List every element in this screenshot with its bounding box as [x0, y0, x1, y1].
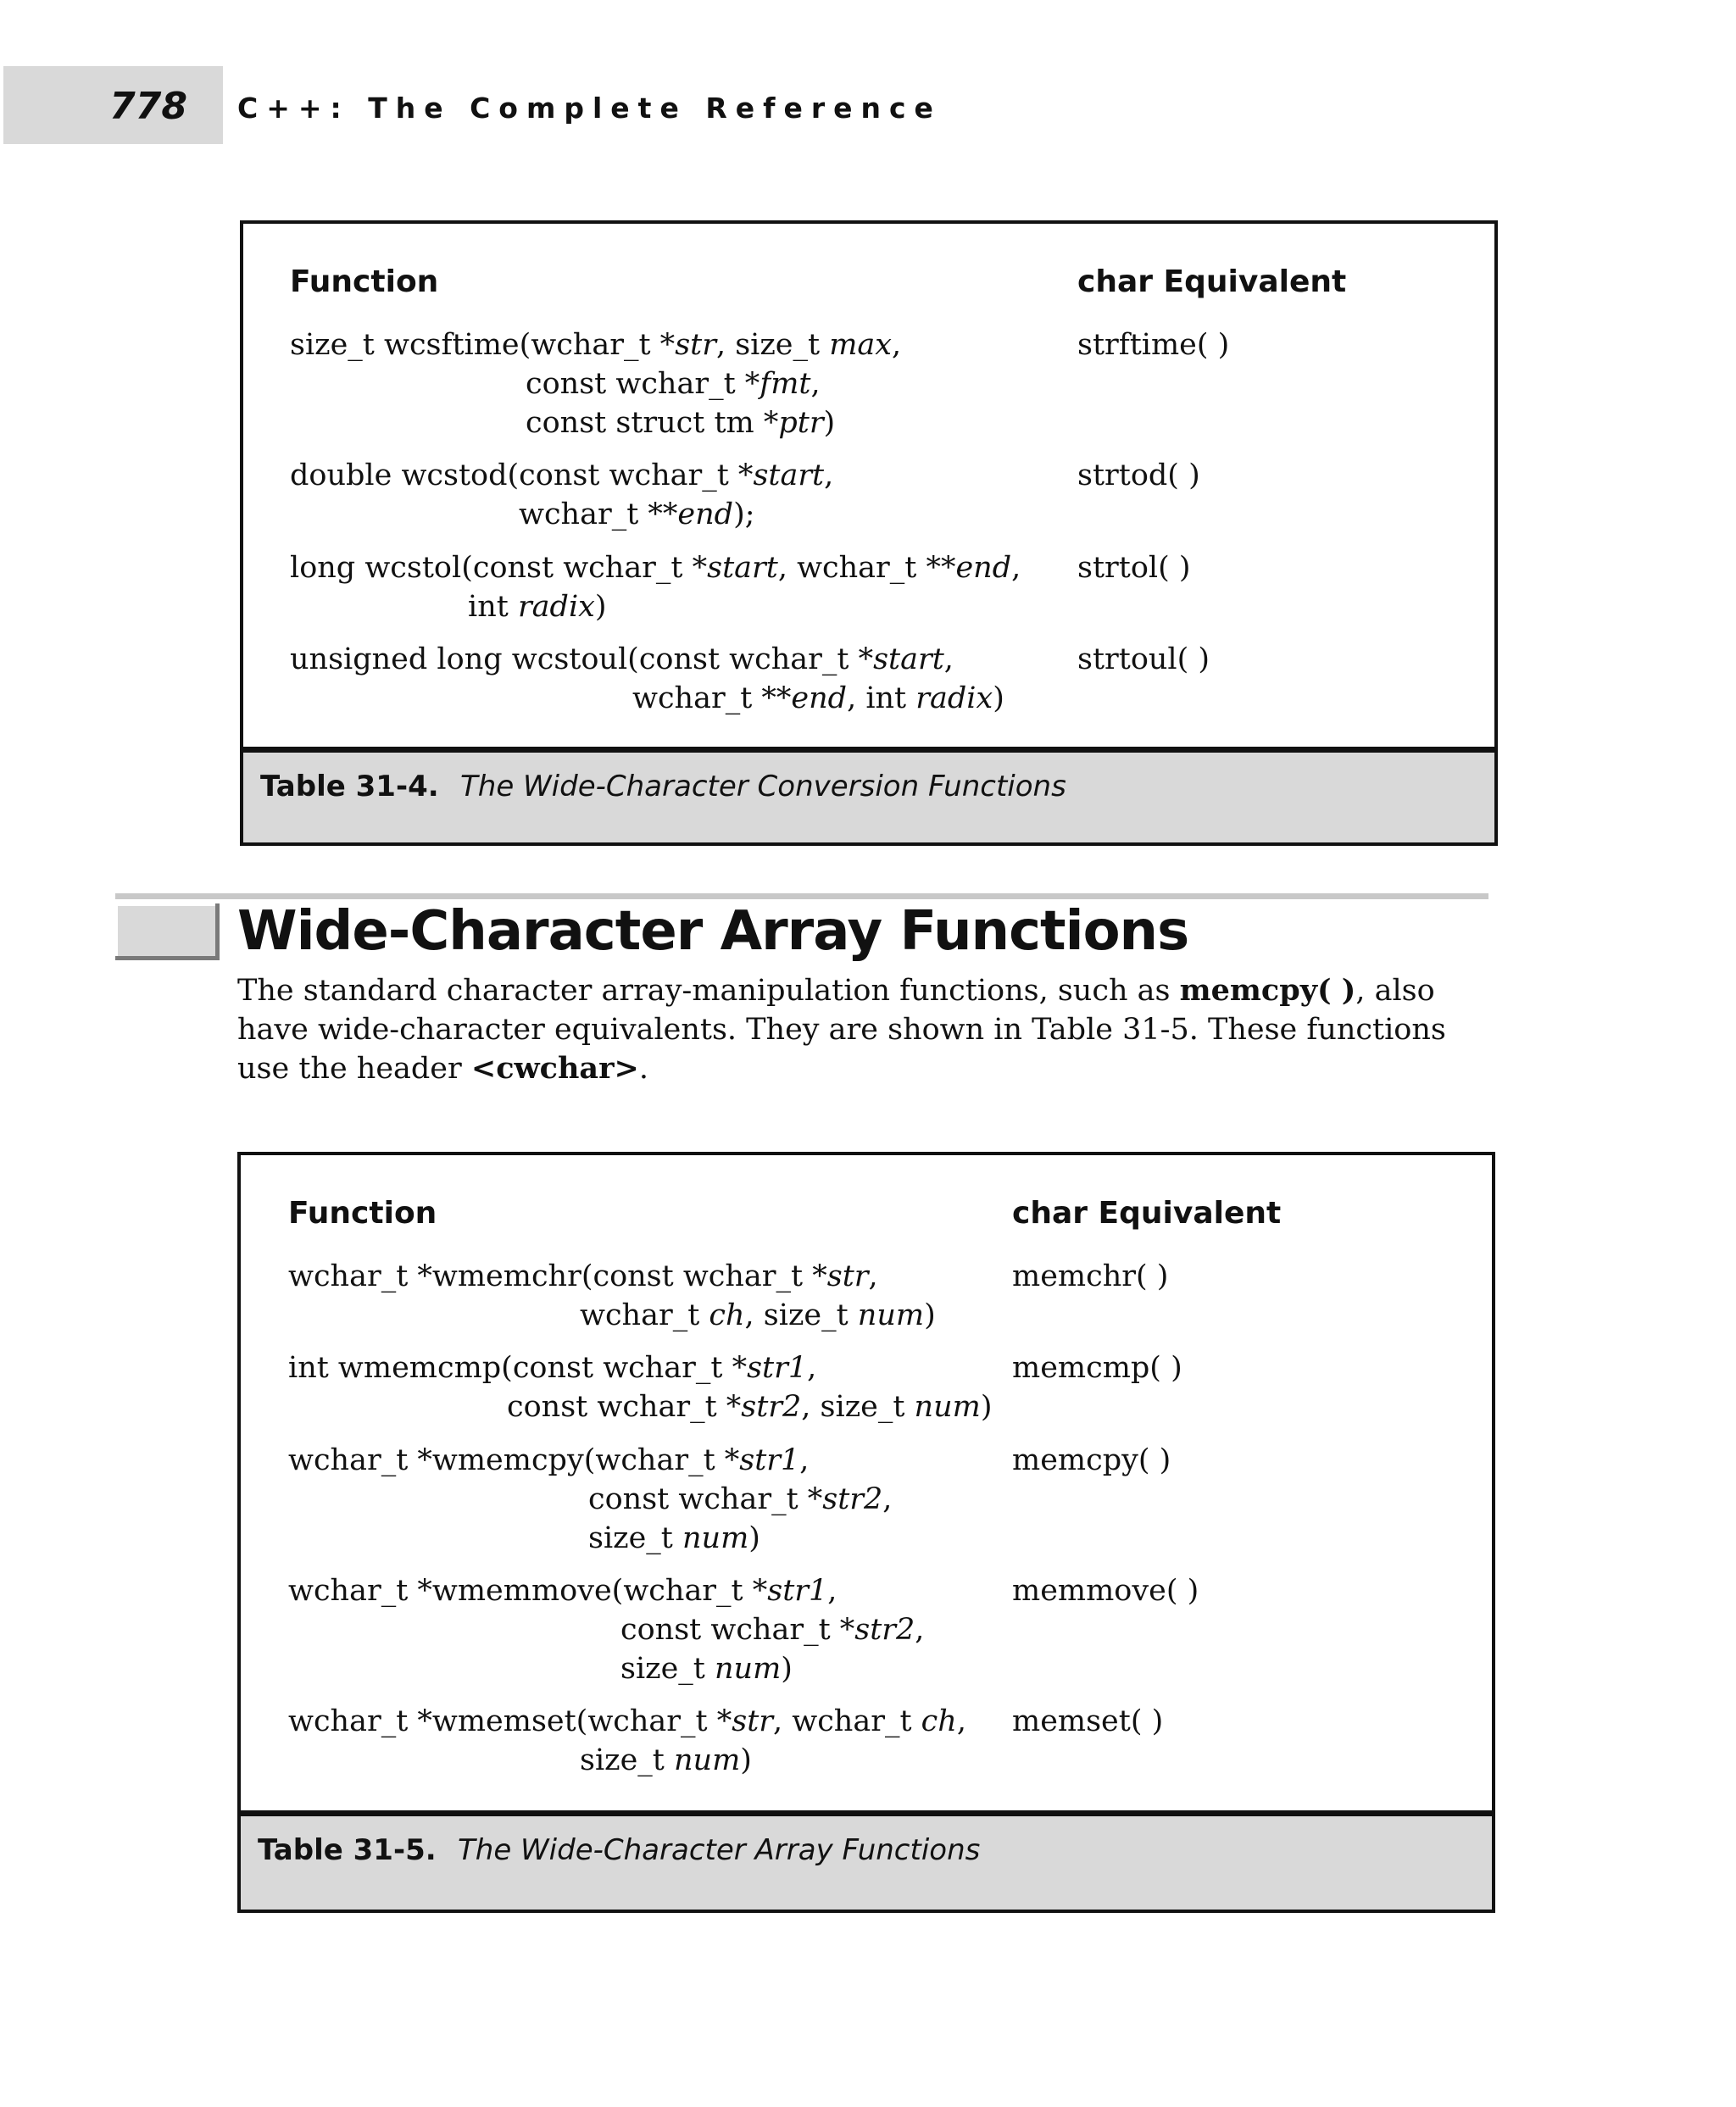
signature-text: double wcstod(const wchar_t *: [290, 459, 754, 492]
signature-line: [288, 1296, 936, 1335]
signature-text: ,: [807, 1351, 817, 1385]
signature-text: wchar_t **: [632, 681, 792, 715]
signature-text: const struct tm *: [526, 406, 779, 440]
signature-text: wchar_t *wmemmove(wchar_t *: [288, 1574, 768, 1608]
char-equivalent: strtoul( ): [1077, 642, 1210, 676]
signature-line: [290, 325, 901, 364]
parameter-name: start: [873, 642, 944, 676]
column-header-char-equivalent: char Equivalent: [1077, 264, 1347, 299]
parameter-name: max: [829, 328, 892, 362]
inline-code-memcpy: memcpy( ): [1179, 973, 1356, 1008]
signature-text: , wchar_t: [773, 1704, 921, 1738]
signature-text: , int: [847, 681, 916, 715]
function-signature: [290, 456, 833, 534]
body-paragraph: The standard character array-manipulation functions, such as memcpy( ), also have wide-character equivalents. They are shown in Table 31-5. These functions use the header <cwchar>.: [237, 973, 1446, 1086]
function-signature: [290, 548, 1021, 626]
parameter-name: num: [914, 1390, 981, 1424]
parameter-name: str2: [741, 1390, 802, 1424]
signature-text: ): [781, 1652, 793, 1686]
signature-text: ): [748, 1521, 760, 1555]
column-header-function: Function: [288, 1196, 437, 1231]
page-number: 778: [109, 85, 187, 128]
char-equivalent: memcmp( ): [1012, 1351, 1182, 1385]
signature-text: ,: [956, 1704, 966, 1738]
caption-title: The Wide-Character Conversion Functions: [460, 770, 1066, 803]
section-rule: [115, 893, 1488, 899]
char-equivalent: strtol( ): [1077, 551, 1191, 585]
column-header-char-equivalent: char Equivalent: [1012, 1196, 1282, 1231]
signature-text: ): [594, 590, 607, 624]
parameter-name: ch: [709, 1298, 745, 1332]
signature-line: [290, 456, 833, 495]
signature-line: [288, 1702, 966, 1741]
parameter-name: str2: [822, 1482, 883, 1516]
signature-text: ,: [915, 1613, 925, 1647]
signature-text: unsigned long wcstoul(const wchar_t *: [290, 642, 874, 676]
signature-line: [290, 364, 901, 403]
function-signature: [288, 1348, 992, 1426]
signature-line: [288, 1480, 892, 1519]
parameter-name: start: [753, 459, 825, 492]
section-marker: [115, 903, 220, 960]
signature-line: [288, 1257, 936, 1296]
parameter-name: str: [826, 1259, 869, 1293]
parameter-name: str1: [739, 1443, 800, 1477]
signature-text: wchar_t *wmemset(wchar_t *: [288, 1704, 732, 1738]
column-header-function: Function: [290, 264, 439, 299]
signature-text: const wchar_t *: [507, 1390, 742, 1424]
signature-line: [288, 1519, 892, 1558]
section-heading: Wide-Character Array Functions: [237, 900, 1189, 963]
parameter-name: num: [682, 1521, 749, 1555]
signature-line: [290, 495, 833, 534]
caption-label: Table 31-5.: [258, 1833, 437, 1867]
signature-text: ,: [943, 642, 954, 676]
signature-line: [288, 1571, 924, 1610]
signature-text: ,: [892, 328, 902, 362]
parameter-name: end: [955, 551, 1012, 585]
char-equivalent: memset( ): [1012, 1704, 1164, 1738]
signature-text: wchar_t *wmemcpy(wchar_t *: [288, 1443, 740, 1477]
signature-text: ,: [868, 1259, 878, 1293]
signature-text: ): [924, 1298, 936, 1332]
parameter-name: num: [674, 1743, 741, 1777]
parameter-name: fmt: [760, 367, 811, 401]
signature-text: ): [980, 1390, 993, 1424]
parameter-name: num: [715, 1652, 782, 1686]
parameter-name: str1: [767, 1574, 828, 1608]
signature-text: , size_t: [715, 328, 830, 362]
signature-text: ,: [1011, 551, 1021, 585]
char-equivalent: memchr( ): [1012, 1259, 1169, 1293]
signature-text: ): [740, 1743, 752, 1777]
signature-text: wchar_t *wmemchr(const wchar_t *: [288, 1259, 827, 1293]
parameter-name: radix: [915, 681, 993, 715]
char-equivalent: strftime( ): [1077, 328, 1230, 362]
signature-text: ): [823, 406, 836, 440]
signature-text: );: [733, 498, 755, 531]
function-signature: [288, 1257, 936, 1335]
running-title: C++: The Complete Reference: [237, 92, 942, 125]
signature-text: ,: [882, 1482, 893, 1516]
table-31-5: [237, 1152, 1495, 1913]
signature-line: [288, 1387, 992, 1426]
signature-text: long wcstol(const wchar_t *: [290, 551, 708, 585]
signature-line: [288, 1610, 924, 1649]
signature-text: ,: [827, 1574, 837, 1608]
signature-text: ): [993, 681, 1004, 715]
signature-text: size_t: [620, 1652, 715, 1686]
parameter-name: ptr: [778, 406, 824, 440]
parameter-name: start: [707, 551, 778, 585]
inline-code-cwchar: <cwchar>: [470, 1051, 639, 1086]
signature-text: size_t wcsftime(wchar_t *: [290, 328, 676, 362]
signature-text: const wchar_t *: [588, 1482, 823, 1516]
parameter-name: ch: [921, 1704, 957, 1738]
parameter-name: end: [677, 498, 734, 531]
signature-text: ,: [799, 1443, 810, 1477]
signature-text: size_t: [588, 1521, 682, 1555]
function-signature: [288, 1571, 924, 1688]
signature-line: [290, 640, 1004, 679]
signature-text: ,: [810, 367, 821, 401]
caption-title: The Wide-Character Array Functions: [458, 1833, 981, 1867]
function-signature: [288, 1702, 966, 1780]
char-equivalent: strtod( ): [1077, 459, 1200, 492]
parameter-name: str1: [747, 1351, 808, 1385]
parameter-name: str2: [854, 1613, 915, 1647]
signature-text: ,: [824, 459, 834, 492]
table-caption: [241, 1810, 1492, 1910]
signature-line: [290, 548, 1021, 587]
caption-label: Table 31-4.: [260, 770, 439, 803]
signature-line: [290, 403, 901, 442]
signature-text: wchar_t **: [519, 498, 678, 531]
signature-text: const wchar_t *: [620, 1613, 855, 1647]
signature-line: [288, 1348, 992, 1387]
signature-line: [288, 1441, 892, 1480]
signature-text: , wchar_t **: [777, 551, 956, 585]
function-signature: [288, 1441, 892, 1558]
signature-text: const wchar_t *: [526, 367, 760, 401]
parameter-name: str: [732, 1704, 773, 1738]
table-caption: [243, 747, 1494, 842]
signature-text: int: [468, 590, 518, 624]
char-equivalent: memcpy( ): [1012, 1443, 1171, 1477]
char-equivalent: memmove( ): [1012, 1574, 1199, 1608]
signature-text: int wmemcmp(const wchar_t *: [288, 1351, 748, 1385]
parameter-name: str: [675, 328, 716, 362]
page-number-box: [3, 66, 223, 144]
parameter-name: end: [791, 681, 848, 715]
signature-text: , size_t: [801, 1390, 915, 1424]
function-signature: [290, 325, 901, 442]
table-31-4: [240, 220, 1498, 846]
signature-line: [290, 587, 1021, 626]
function-signature: [290, 640, 1004, 718]
signature-text: wchar_t: [580, 1298, 709, 1332]
signature-line: [288, 1649, 924, 1688]
signature-line: [290, 679, 1004, 718]
parameter-name: radix: [517, 590, 595, 624]
parameter-name: num: [857, 1298, 925, 1332]
signature-text: , size_t: [744, 1298, 858, 1332]
signature-text: size_t: [580, 1743, 674, 1777]
signature-line: [288, 1741, 966, 1780]
